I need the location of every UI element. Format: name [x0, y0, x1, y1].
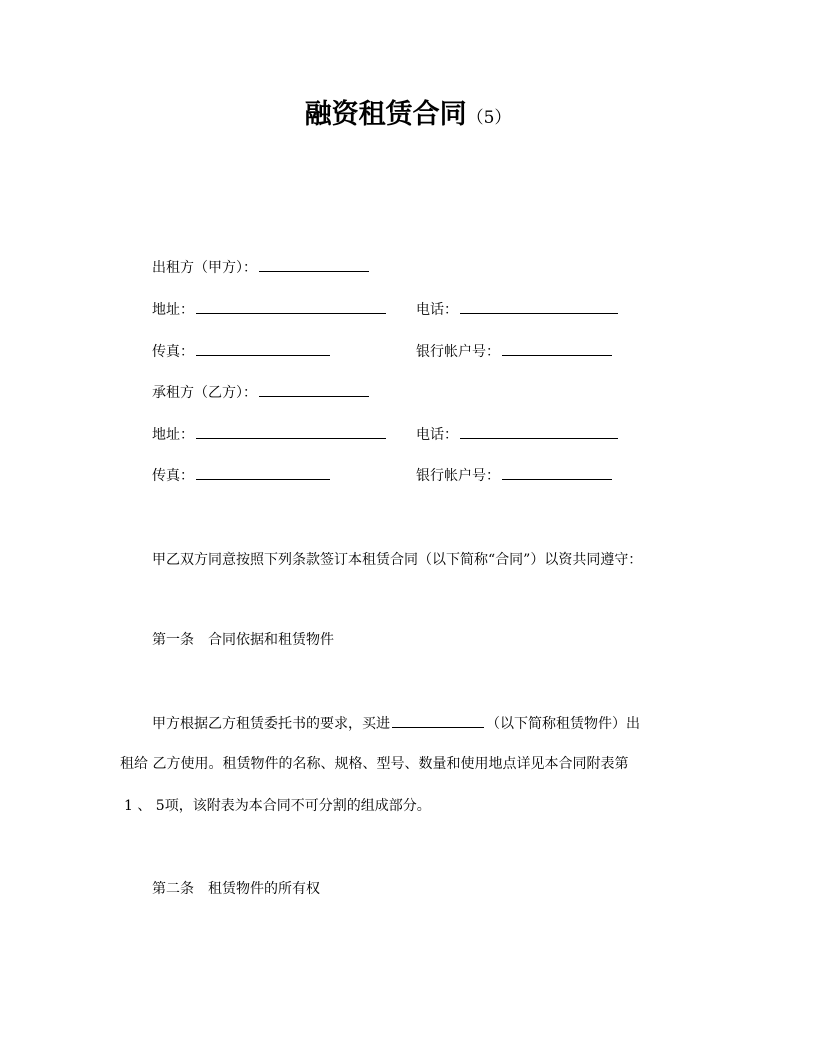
lessee-fax-line: [152, 464, 330, 486]
article2-heading: 第二条 租赁物件的所有权: [152, 881, 320, 897]
lessor-label: 出租方（甲方）：: [152, 260, 257, 276]
lessor-fax-label: 传真：: [152, 344, 194, 360]
lessee-bank-field[interactable]: [502, 464, 612, 480]
title-suffix: （5）: [466, 108, 512, 128]
lessee-phone-field[interactable]: [460, 423, 618, 439]
title-main: 融资租赁合同: [304, 99, 467, 130]
lessee-bank-line: [416, 464, 612, 486]
lessor-phone-field[interactable]: [460, 298, 618, 314]
article1-line1: [152, 712, 640, 734]
document-title: [0, 97, 816, 136]
lessee-fax-label: 传真：: [152, 468, 194, 484]
lessor-bank-field[interactable]: [502, 340, 612, 356]
lessee-line: [152, 381, 369, 403]
lessor-bank-label: 银行帐户号：: [416, 344, 500, 360]
article1-line1-before: 甲方根据乙方租赁委托书的要求，买进: [152, 716, 390, 732]
lessee-address-label: 地址：: [152, 427, 194, 443]
lessee-address-line: [152, 423, 386, 445]
lessor-address-line: [152, 298, 386, 320]
lessor-name-field[interactable]: [259, 256, 369, 272]
preamble: 甲乙双方同意按照下列条款签订本租赁合同（以下简称“合同”）以资共同遵守：: [152, 552, 643, 568]
lessor-address-field[interactable]: [196, 298, 386, 314]
article1-heading: 第一条 合同依据和租赁物件: [152, 632, 334, 648]
lessee-bank-label: 银行帐户号：: [416, 468, 500, 484]
lessor-fax-field[interactable]: [196, 340, 330, 356]
lessee-phone-label: 电话：: [416, 427, 458, 443]
lessor-phone-line: [416, 298, 618, 320]
article1-line1-after: （以下简称租赁物件）出: [486, 716, 640, 732]
article1-line2: 租给 乙方使用。租赁物件的名称、规格、型号、数量和使用地点详见本合同附表第: [120, 756, 629, 772]
lessee-label: 承租方（乙方）：: [152, 385, 257, 401]
lessor-bank-line: [416, 340, 612, 362]
lessee-phone-line: [416, 423, 618, 445]
lessee-fax-field[interactable]: [196, 464, 330, 480]
article1-line3: 1 、 5项，该附表为本合同不可分割的组成部分。: [124, 798, 431, 814]
lessor-fax-line: [152, 340, 330, 362]
lessee-name-field[interactable]: [259, 381, 369, 397]
lessee-address-field[interactable]: [196, 423, 386, 439]
lessor-address-label: 地址：: [152, 302, 194, 318]
lessor-line: [152, 256, 369, 278]
leased-item-field[interactable]: [392, 712, 484, 728]
lessor-phone-label: 电话：: [416, 302, 458, 318]
